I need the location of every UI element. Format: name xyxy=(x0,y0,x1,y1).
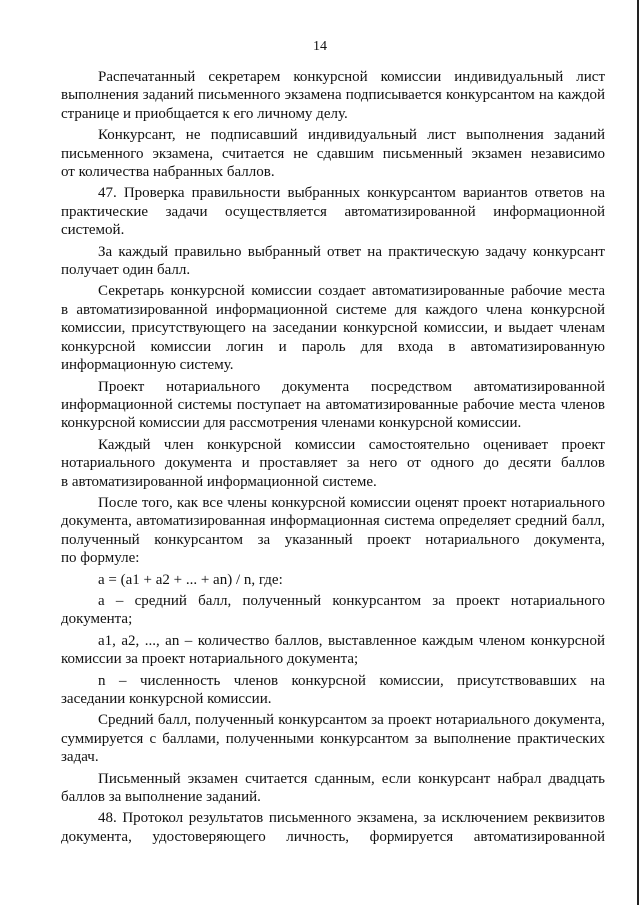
text-line: получает один балл. xyxy=(61,262,191,279)
text-line: После того, как все члены конкурсной комиссии оценят проект нотариального xyxy=(98,494,605,511)
text-line: заседании конкурсной комиссии. xyxy=(61,691,272,707)
text-line: конкурсной комиссии логин и пароль для входа в автоматизированную xyxy=(61,338,605,355)
text-line: информационной системы поступает на автоматизированные рабочие места членов xyxy=(61,396,605,413)
text-line: документа, автоматизированная информационная система определяет средний балл, xyxy=(61,513,605,530)
paragraph xyxy=(61,282,605,374)
text-line: выполнения заданий письменного экзамена подписывается конкурсантом на каждой xyxy=(61,87,605,104)
text-line: нотариального документа и проставляет за него от одного до десяти баллов xyxy=(61,455,605,472)
text-line: по формуле: xyxy=(61,550,140,567)
text-line: письменного экзамена, считается не сдавшим письменный экзамен независимо xyxy=(61,145,605,162)
paragraph xyxy=(61,592,605,629)
text-line: комиссии за проект нотариального документа; xyxy=(61,651,359,668)
text-line: полученный конкурсантом за указанный проект нотариального документа, xyxy=(61,531,605,548)
paragraph xyxy=(61,672,605,709)
text-line: суммируется с баллами, полученными конкурсантом за выполнение практических xyxy=(61,730,605,747)
paragraph xyxy=(61,711,605,766)
paragraph xyxy=(61,378,605,433)
text-line: конкурсной комиссии для рассмотрения членами конкурсной комиссии. xyxy=(61,415,522,432)
text-line: от количества набранных баллов. xyxy=(61,164,275,181)
text-line: a – средний балл, полученный конкурсантом за проект нотариального xyxy=(98,592,605,609)
text-line: Средний балл, полученный конкурсантом за проект нотариального документа, xyxy=(98,712,605,729)
page-number: 14 xyxy=(313,39,327,54)
text-line: Конкурсант, не подписавший индивидуальный лист выполнения заданий xyxy=(98,127,605,144)
text-line: странице и приобщается к его личному делу. xyxy=(61,105,348,122)
text-line: задач. xyxy=(61,749,99,766)
paragraph xyxy=(61,632,605,669)
text-line: Распечатанный секретарем конкурсной комиссии индивидуальный лист xyxy=(98,69,605,85)
paragraph xyxy=(61,68,605,123)
text-line: n – численность членов конкурсной комиссии, присутствовавших на xyxy=(98,672,605,689)
text-line: За каждый правильно выбранный ответ на практическую задачу конкурсант xyxy=(98,243,605,260)
paragraph xyxy=(61,571,605,589)
paragraph xyxy=(61,243,605,280)
text-line: практические задачи осуществляется автоматизированной информационной xyxy=(61,203,605,220)
paragraph xyxy=(61,494,605,568)
scan-edge-line xyxy=(637,0,639,905)
text-line: документа; xyxy=(61,611,133,628)
text-line: документа, удостоверяющего личность, формируется автоматизированной xyxy=(61,828,605,845)
text-line: 47. Проверка правильности выбранных конкурсантом вариантов ответов на xyxy=(98,185,605,202)
text-line: информационную систему. xyxy=(61,357,234,374)
text-line: a = (a1 + a2 + ... + an) / n, где: xyxy=(98,571,283,588)
paragraph xyxy=(61,184,605,239)
text-line: Письменный экзамен считается сданным, если конкурсант набрал двадцать xyxy=(98,770,605,787)
text-line: в автоматизированной информационной системе для каждого члена конкурсной xyxy=(61,301,605,318)
text-line: Каждый член конкурсной комиссии самостоятельно оценивает проект xyxy=(98,436,605,453)
paragraph xyxy=(61,436,605,491)
paragraph xyxy=(61,126,605,181)
text-line: в автоматизированной информационной системе. xyxy=(61,473,377,490)
text-line: баллов за выполнение заданий. xyxy=(61,789,261,806)
text-line: комиссии, присутствующего на заседании конкурсной комиссии, и выдает членам xyxy=(61,320,605,337)
text-line: a1, a2, ..., an – количество баллов, выставленное каждым членом конкурсной xyxy=(98,632,605,649)
text-line: Секретарь конкурсной комиссии создает автоматизированные рабочие места xyxy=(98,283,605,300)
text-line: системой. xyxy=(61,222,125,239)
paragraph xyxy=(61,770,605,807)
document-body xyxy=(61,68,605,849)
paragraph xyxy=(61,809,605,846)
text-line: Проект нотариального документа посредством автоматизированной xyxy=(98,378,605,395)
text-line: 48. Протокол результатов письменного экзамена, за исключением реквизитов xyxy=(98,810,605,827)
